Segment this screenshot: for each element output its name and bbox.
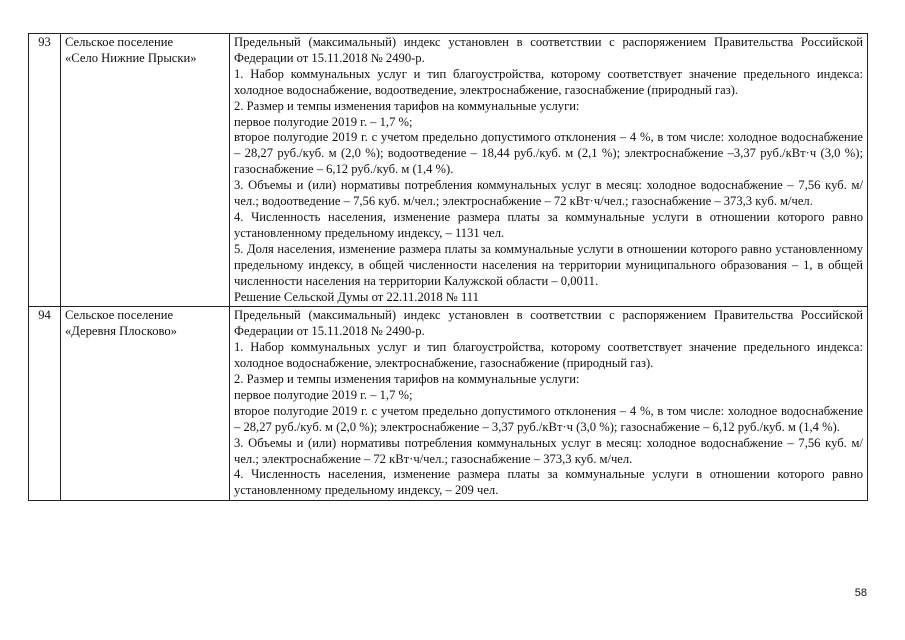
settlement-title: «Деревня Плосково» [65, 324, 177, 339]
row-number: 94 [29, 307, 61, 501]
table-row [29, 34, 868, 307]
paragraph: 1. Набор коммунальных услуг и тип благоустройства, которому соответствует значение предельного индекса: холодное водоснабжение, водоотведение, электроснабжение, газоснабжение (природный газ). [234, 66, 863, 97]
settlement-title: «Село Нижние Прыски» [65, 50, 197, 65]
decision-reference: Решение Сельской Думы от 22.11.2018 № 111 [234, 289, 479, 304]
paragraph: второе полугодие 2019 г. с учетом предельно допустимого отклонения – 4 %, в том числе: холодное водоснабжение – 28,27 руб./куб. м (2,0 %); водоотведение – 18,44 руб./куб. м (2,1 %); электроснабжение –3,37 руб./кВт·ч (3,0 %); газоснабжение – 6,12 руб./куб. м (1,4 %). [234, 130, 863, 177]
index-description [230, 34, 868, 307]
paragraph: 4. Численность населения, изменение размера платы за коммунальные услуги в отношении которого равно установленному предельному индексу, – 1131 чел. [234, 209, 863, 240]
paragraph: 3. Объемы и (или) нормативы потребления коммунальных услуг в месяц: холодное водоснабжение – 7,56 куб. м/чел.; водоотведение – 7,56 куб. м/чел.; электроснабжение – 72 кВт·ч/чел.; газоснабжение – 373,3 куб. м/чел. [234, 178, 863, 209]
index-description [230, 307, 868, 501]
paragraph: 1. Набор коммунальных услуг и тип благоустройства, которому соответствует значение предельного индекса: холодное водоснабжение, электроснабжение, газоснабжение (природный газ). [234, 340, 863, 371]
paragraph: первое полугодие 2019 г. – 1,7 %; [234, 114, 413, 129]
paragraph: первое полугодие 2019 г. – 1,7 %; [234, 387, 413, 402]
table-row [29, 307, 868, 501]
page-number: 58 [854, 587, 867, 599]
tariff-table [28, 33, 868, 501]
paragraph: Предельный (максимальный) индекс установлен в соответствии с распоряжением Правительства Российской Федерации от 15.11.2018 № 2490-р. [234, 35, 863, 65]
paragraph: 2. Размер и темпы изменения тарифов на коммунальные услуги: [234, 98, 580, 113]
paragraph: Предельный (максимальный) индекс установлен в соответствии с распоряжением Правительства Российской Федерации от 15.11.2018 № 2490-р. [234, 308, 863, 339]
row-number: 93 [29, 34, 61, 307]
settlement-type: Сельское поселение [65, 35, 174, 49]
paragraph: 3. Объемы и (или) нормативы потребления коммунальных услуг в месяц: холодное водоснабжение – 7,56 куб. м/чел.; электроснабжение – 72 кВт·ч/чел.; газоснабжение – 373,3 куб. м/чел. [234, 435, 863, 466]
settlement-name [61, 307, 230, 501]
paragraph: второе полугодие 2019 г. с учетом предельно допустимого отклонения – 4 %, в том числе: холодное водоснабжение – 28,27 руб./куб. м (2,0 %); электроснабжение – 3,37 руб./кВт·ч (3,0 %); газоснабжение – 6,12 руб./куб. м (1,4 %). [234, 403, 863, 434]
paragraph: 4. Численность населения, изменение размера платы за коммунальные услуги в отношении которого равно установленному предельному индексу, – 209 чел. [234, 467, 863, 498]
settlement-type: Сельское поселение [65, 308, 174, 323]
settlement-name [61, 34, 230, 307]
paragraph: 2. Размер и темпы изменения тарифов на коммунальные услуги: [234, 372, 580, 387]
paragraph: 5. Доля населения, изменение размера платы за коммунальные услуги в отношении которого равно установленному предельному индексу, в общей численности населения на территории муниципального образования – 1, в общей численности населения на территории Калужской области – 0,0011. [234, 241, 863, 288]
